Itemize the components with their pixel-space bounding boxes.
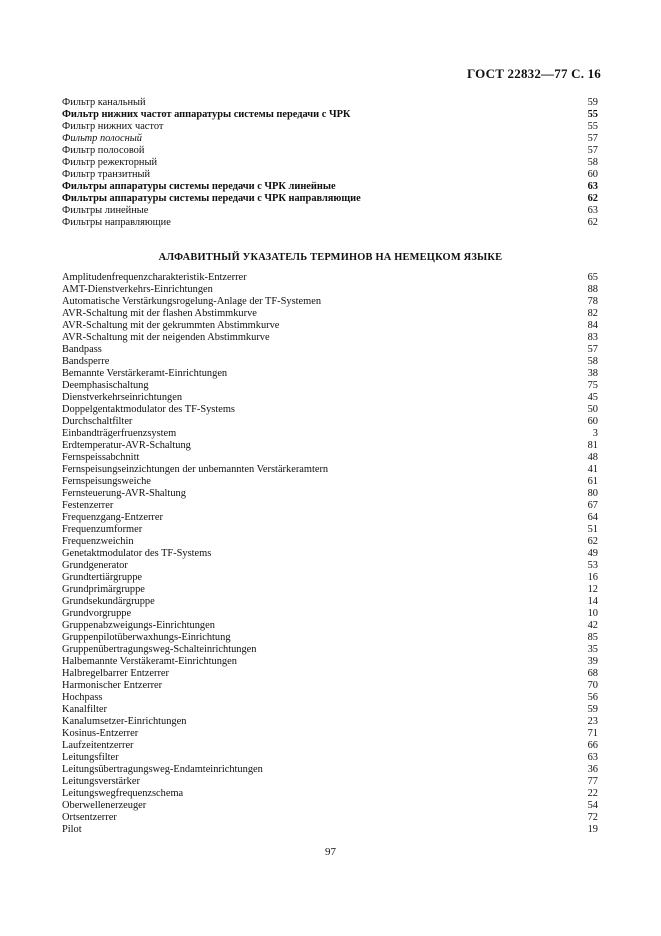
index-term: Deemphasischaltung	[62, 380, 149, 391]
index-entry	[62, 548, 598, 560]
index-entry	[62, 109, 598, 121]
index-term: Фильтры направляющие	[62, 217, 171, 228]
index-entry	[62, 332, 598, 344]
index-page-number: 60	[587, 169, 598, 180]
index-entry	[62, 380, 598, 392]
index-term: Фильтр режекторный	[62, 157, 158, 168]
index-entry	[62, 560, 598, 572]
index-page-number: 54	[587, 800, 598, 811]
index-entry	[62, 536, 598, 548]
index-page-number: 78	[587, 296, 598, 307]
index-page-number: 35	[587, 644, 598, 655]
index-entry	[62, 121, 598, 133]
index-page-number: 56	[587, 692, 598, 703]
index-page-number: 64	[587, 512, 598, 523]
section-heading: АЛФАВИТНЫЙ УКАЗАТЕЛЬ ТЕРМИНОВ НА НЕМЕЦКОМ ЯЗЫКЕ	[158, 252, 503, 263]
index-entry	[62, 692, 598, 704]
index-entry	[62, 169, 598, 181]
index-page-number: 53	[587, 560, 598, 571]
index-entry	[62, 632, 598, 644]
index-term: Grundgenerator	[62, 560, 128, 571]
index-page-number: 81	[587, 440, 598, 451]
index-page-number: 45	[587, 392, 598, 403]
index-page-number: 65	[587, 272, 598, 283]
index-page-number: 71	[587, 728, 598, 739]
index-page-number: 50	[587, 404, 598, 415]
index-term: Фильтры линейные	[62, 205, 149, 216]
index-entry	[62, 181, 598, 193]
index-term: Erdtemperatur-AVR-Schaltung	[62, 440, 191, 451]
index-page-number: 55	[587, 109, 598, 120]
index-term: Pilot	[62, 824, 82, 835]
index-page-number: 66	[587, 740, 598, 751]
index-entry	[62, 392, 598, 404]
index-page-number: 68	[587, 668, 598, 679]
index-entry	[62, 368, 598, 380]
index-entry	[62, 476, 598, 488]
index-page-number: 58	[587, 356, 598, 367]
index-page-number: 39	[587, 656, 598, 667]
index-term: Dienstverkehrseinrichtungen	[62, 392, 183, 403]
index-page-number: 57	[587, 145, 598, 156]
index-page-number: 16	[587, 572, 598, 583]
index-page-number: 42	[587, 620, 598, 631]
page-header: ГОСТ 22832—77 С. 16	[467, 66, 601, 81]
index-entry	[62, 608, 598, 620]
index-term: Grundtertiärgruppe	[62, 572, 143, 583]
index-entry	[62, 764, 598, 776]
index-page-number: 22	[587, 788, 598, 799]
index-term: Bandpass	[62, 344, 102, 355]
index-term: Halbemannte Verstäkeramt-Einrichtungen	[62, 656, 237, 667]
index-entry	[62, 668, 598, 680]
index-page-number: 41	[587, 464, 598, 475]
index-term: Grundvorgruppe	[62, 608, 132, 619]
index-entry	[62, 596, 598, 608]
index-page-number: 63	[587, 205, 598, 216]
index-page-number: 58	[587, 157, 598, 168]
index-entry	[62, 500, 598, 512]
index-entry	[62, 488, 598, 500]
index-term: AMT-Dienstverkehrs-Einrichtungen	[62, 284, 213, 295]
index-page-number: 72	[587, 812, 598, 823]
index-term: Hochpass	[62, 692, 103, 703]
index-page-number: 80	[587, 488, 598, 499]
index-term: AVR-Schaltung mit der gekrummten Abstimmkurve	[62, 320, 280, 331]
index-entry	[62, 464, 598, 476]
index-entry	[62, 728, 598, 740]
index-page-number: 60	[587, 416, 598, 427]
index-page-number: 75	[587, 380, 598, 391]
index-term: Fernspeissabchnitt	[62, 452, 140, 463]
index-entry	[62, 428, 598, 440]
index-page-number: 57	[587, 133, 598, 144]
index-entry	[62, 452, 598, 464]
index-term: Фильтр канальный	[62, 97, 146, 108]
index-page-number: 55	[587, 121, 598, 132]
index-term: Grundprimärgruppe	[62, 584, 145, 595]
index-term: Automatische Verstärkungsrogelung-Anlage der TF-Systemen	[62, 296, 322, 307]
index-entry	[62, 704, 598, 716]
index-page-number: 70	[587, 680, 598, 691]
index-entry	[62, 752, 598, 764]
index-term: Kanalumsetzer-Einrichtungen	[62, 716, 187, 727]
index-page-number: 23	[587, 716, 598, 727]
index-page-number: 49	[587, 548, 598, 559]
index-term: Фильтры аппаратуры системы передачи с ЧРК линейные	[62, 181, 336, 192]
index-term: Frequenzweichin	[62, 536, 134, 547]
index-page-number: 62	[587, 536, 598, 547]
index-term: Halbregelbarrer Entzerrer	[62, 668, 170, 679]
index-entry	[62, 284, 598, 296]
index-entry	[62, 356, 598, 368]
index-term: Fernspeisungseinzichtungen der unbemannten Verstärkeramtern	[62, 464, 329, 475]
index-page-number: 51	[587, 524, 598, 535]
index-page-number: 59	[587, 704, 598, 715]
index-page-number: 83	[587, 332, 598, 343]
index-entry	[62, 776, 598, 788]
index-term: Leitungswegfrequenzschema	[62, 788, 184, 799]
index-page-number: 82	[587, 308, 598, 319]
index-term: Grundsekundärgruppe	[62, 596, 155, 607]
german-term-index	[62, 272, 598, 836]
index-term: Leitungsverstärker	[62, 776, 140, 787]
index-page-number: 88	[587, 284, 598, 295]
index-page-number: 48	[587, 452, 598, 463]
index-entry	[62, 320, 598, 332]
index-page-number: 36	[587, 764, 598, 775]
index-term: Kanalfilter	[62, 704, 108, 715]
index-entry	[62, 205, 598, 217]
index-entry	[62, 512, 598, 524]
index-entry	[62, 812, 598, 824]
index-term: Oberwellenerzeuger	[62, 800, 147, 811]
index-term: Фильтр нижних частот аппаратуры системы передачи с ЧРК	[62, 109, 351, 120]
index-entry	[62, 584, 598, 596]
index-entry	[62, 145, 598, 157]
index-term: Фильтр транзитный	[62, 169, 151, 180]
index-entry	[62, 416, 598, 428]
index-term: Frequenzumformer	[62, 524, 143, 535]
index-term: Leitungsfilter	[62, 752, 119, 763]
index-entry	[62, 788, 598, 800]
index-entry	[62, 572, 598, 584]
index-term: Ortsentzerrer	[62, 812, 117, 823]
index-term: Doppelgentaktmodulator des TF-Systems	[62, 404, 235, 415]
index-entry	[62, 680, 598, 692]
index-term: Gruppenpilotüberwaxhungs-Einrichtung	[62, 632, 231, 643]
index-entry	[62, 193, 598, 205]
index-term: AVR-Schaltung mit der flashen Abstimmkurve	[62, 308, 257, 319]
index-term: Einbandträgerfruenzsystem	[62, 428, 177, 439]
index-entry	[62, 440, 598, 452]
index-page-number: 67	[587, 500, 598, 511]
index-term: Genetaktmodulator des TF-Systems	[62, 548, 212, 559]
index-term: Leitungsübertragungsweg-Endamteinrichtungen	[62, 764, 263, 775]
index-entry	[62, 97, 598, 109]
index-term: Amplitudenfrequenzcharakteristik-Entzerrer	[62, 272, 247, 283]
index-entry	[62, 133, 598, 145]
index-term: Fernspeisungsweiche	[62, 476, 151, 487]
index-entry	[62, 272, 598, 284]
index-term: Фильтр нижних частот	[62, 121, 164, 132]
index-entry	[62, 404, 598, 416]
index-page-number: 14	[587, 596, 598, 607]
index-entry	[62, 716, 598, 728]
index-entry	[62, 524, 598, 536]
index-entry	[62, 740, 598, 752]
index-entry	[62, 824, 598, 836]
index-page-number: 19	[587, 824, 598, 835]
index-term: Festenzerrer	[62, 500, 114, 511]
index-term: Frequenzgang-Entzerrer	[62, 512, 163, 523]
index-page-number: 63	[587, 181, 598, 192]
index-page-number: 84	[587, 320, 598, 331]
index-entry	[62, 800, 598, 812]
index-entry	[62, 344, 598, 356]
index-term: Kosinus-Entzerrer	[62, 728, 139, 739]
index-term: Фильтр полосовой	[62, 145, 145, 156]
index-term: Фильтры аппаратуры системы передачи с ЧРК направляющие	[62, 193, 361, 204]
index-entry	[62, 217, 598, 229]
index-entry	[62, 620, 598, 632]
index-page-number: 3	[592, 428, 598, 439]
index-entry	[62, 644, 598, 656]
russian-term-index	[62, 97, 598, 229]
index-entry	[62, 308, 598, 320]
index-term: Gruppenabzweigungs-Einrichtungen	[62, 620, 215, 631]
index-entry	[62, 157, 598, 169]
index-term: AVR-Schaltung mit der neigenden Abstimmkurve	[62, 332, 270, 343]
index-page-number: 61	[587, 476, 598, 487]
index-term: Laufzeitentzerrer	[62, 740, 134, 751]
index-page-number: 10	[587, 608, 598, 619]
index-page-number: 38	[587, 368, 598, 379]
index-term: Fernsteuerung-AVR-Shaltung	[62, 488, 186, 499]
index-term: Durchschaltfilter	[62, 416, 133, 427]
index-term: Bandsperre	[62, 356, 110, 367]
index-page-number: 59	[587, 97, 598, 108]
index-term: Bemannte Verstärkeramt-Einrichtungen	[62, 368, 228, 379]
index-page-number: 85	[587, 632, 598, 643]
page-number: 97	[325, 846, 336, 858]
index-page-number: 63	[587, 752, 598, 763]
index-page-number: 57	[587, 344, 598, 355]
index-term: Harmonischer Entzerrer	[62, 680, 163, 691]
index-term: Gruppenübertragungsweg-Schalteinrichtungen	[62, 644, 257, 655]
index-page-number: 12	[587, 584, 598, 595]
index-page-number: 77	[587, 776, 598, 787]
index-entry	[62, 296, 598, 308]
index-entry	[62, 656, 598, 668]
index-page-number: 62	[587, 217, 598, 228]
index-term: Фильтр полосный	[62, 133, 142, 144]
index-page-number: 62	[587, 193, 598, 204]
